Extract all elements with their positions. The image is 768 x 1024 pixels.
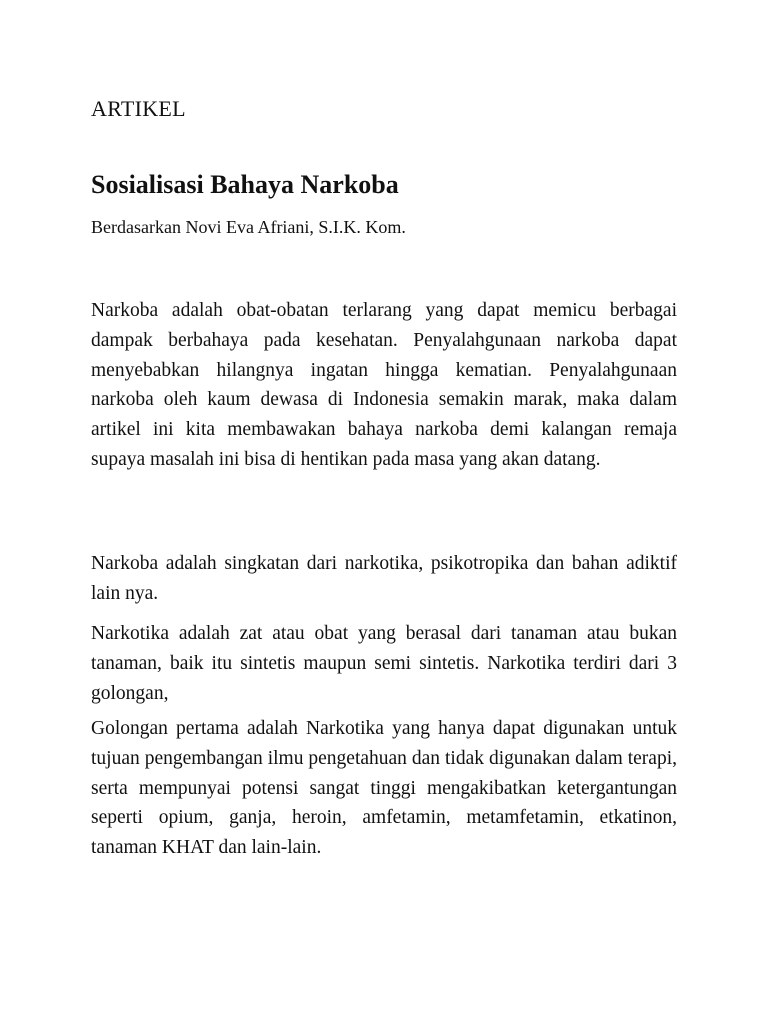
article-title: Sosialisasi Bahaya Narkoba [91,170,399,199]
section-label: ARTIKEL [91,96,186,121]
paragraph-golongan-pertama: Golongan pertama adalah Narkotika yang hanya dapat digunakan untuk tujuan pengembangan ilmu pengetahuan dan tidak digunakan dalam terapi, serta mempunyai potensi sangat tinggi mengakibatkan ketergantungan seperti opium, ganja, heroin, amfetamin, metamfetamin, etkatinon, tanaman KHAT dan lain-lain. [91,718,677,859]
paragraph-narkotika: Narkotika adalah zat atau obat yang berasal dari tanaman atau bukan tanaman, baik itu sintetis maupun semi sintetis. Narkotika terdiri dari 3 golongan, [91,623,677,704]
paragraph-definition: Narkoba adalah singkatan dari narkotika, psikotropika dan bahan adiktif lain nya. [91,553,677,604]
article-byline: Berdasarkan Novi Eva Afriani, S.I.K. Kom. [91,217,406,237]
paragraph-intro: Narkoba adalah obat-obatan terlarang yang dapat memicu berbagai dampak berbahaya pada kesehatan. Penyalahgunaan narkoba dapat menyebabkan hilangnya ingatan hingga kematian. Penyalahgunaan narkoba oleh kaum dewasa di Indonesia semakin marak, maka dalam artikel ini kita membawakan bahaya narkoba demi kalangan remaja supaya masalah ini bisa di hentikan pada masa yang akan datang. [91,300,677,470]
